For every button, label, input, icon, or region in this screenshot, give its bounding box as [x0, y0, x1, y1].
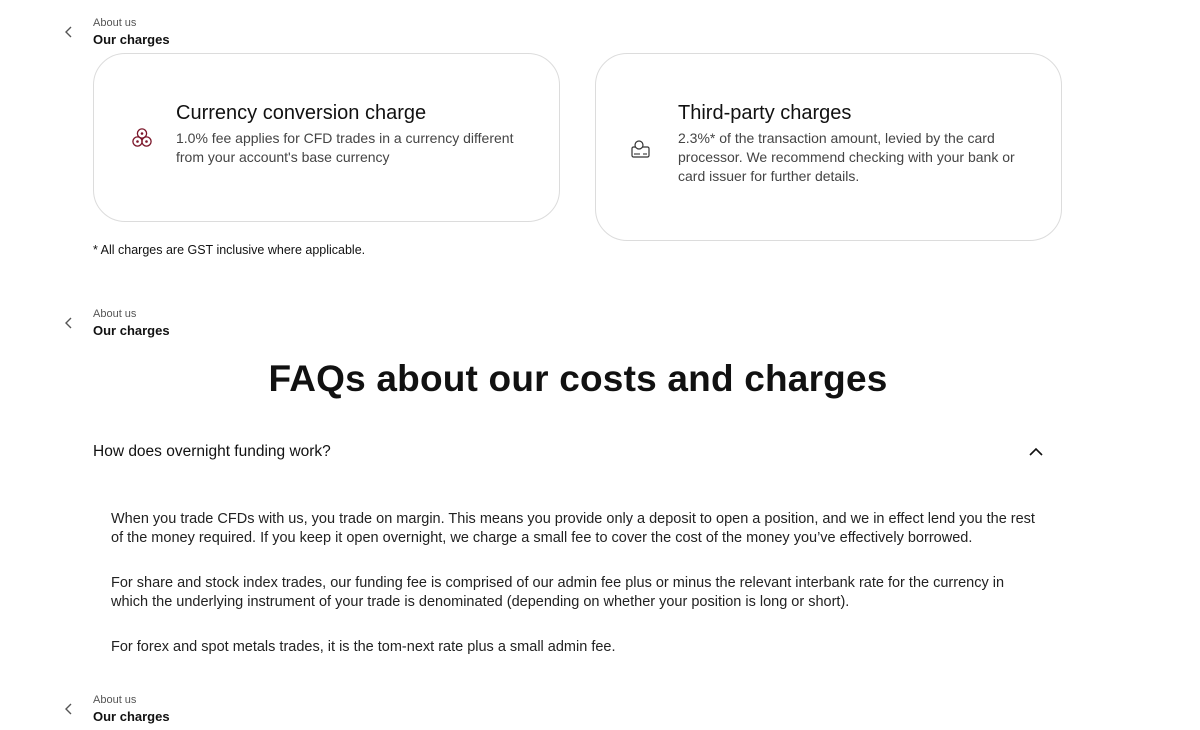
currency-conversion-card [93, 53, 560, 222]
breadcrumb [60, 694, 280, 730]
gst-footnote: * All charges are GST inclusive where applicable. [93, 243, 366, 257]
chevron-left-icon[interactable] [60, 700, 78, 718]
card-description: 2.3%* of the transaction amount, levied by the card processor. We recommend checking with your bank or card issuer for further details. [678, 130, 1015, 184]
faq-heading: FAQs about our costs and charges [268, 358, 888, 399]
breadcrumb-parent-link[interactable]: About us [93, 308, 137, 320]
third-party-charges-card [595, 53, 1062, 241]
chevron-left-icon[interactable] [60, 314, 78, 332]
faq-answer-paragraph: For share and stock index trades, our funding fee is comprised of our admin fee plus or minus the relevant interbank rate for the currency in which the underlying instrument of your trade is denominated (depending on whether your position is long or short). [111, 575, 1005, 610]
card-title: Third-party charges [678, 102, 852, 124]
chevron-left-icon[interactable] [60, 23, 78, 41]
card-title: Currency conversion charge [176, 102, 427, 124]
breadcrumb-current: Our charges [93, 32, 170, 47]
faq-answer-paragraph: For forex and spot metals trades, it is the tom-next rate plus a small admin fee. [111, 639, 616, 655]
breadcrumb-current: Our charges [93, 323, 170, 338]
card-description: 1.0% fee applies for CFD trades in a currency different from your account's base currency [176, 130, 514, 165]
coins-icon [130, 126, 154, 150]
breadcrumb [60, 308, 280, 344]
faq-answer-paragraph: When you trade CFDs with us, you trade on margin. This means you provide only a deposit to open a position, and we in effect lend you the rest of the money required. If you keep it open overnight, we charge a small fee to cover the cost of the money you’ve effectively borrowed. [111, 511, 1035, 546]
card-payment-icon [630, 138, 652, 160]
faq-question-toggle[interactable] [93, 438, 1045, 466]
faq-question-text: How does overnight funding work? [93, 443, 331, 460]
breadcrumb-parent-link[interactable]: About us [93, 17, 137, 29]
breadcrumb-current: Our charges [93, 709, 170, 724]
chevron-up-icon[interactable] [1027, 443, 1045, 461]
breadcrumb [60, 17, 280, 53]
breadcrumb-parent-link[interactable]: About us [93, 694, 137, 706]
